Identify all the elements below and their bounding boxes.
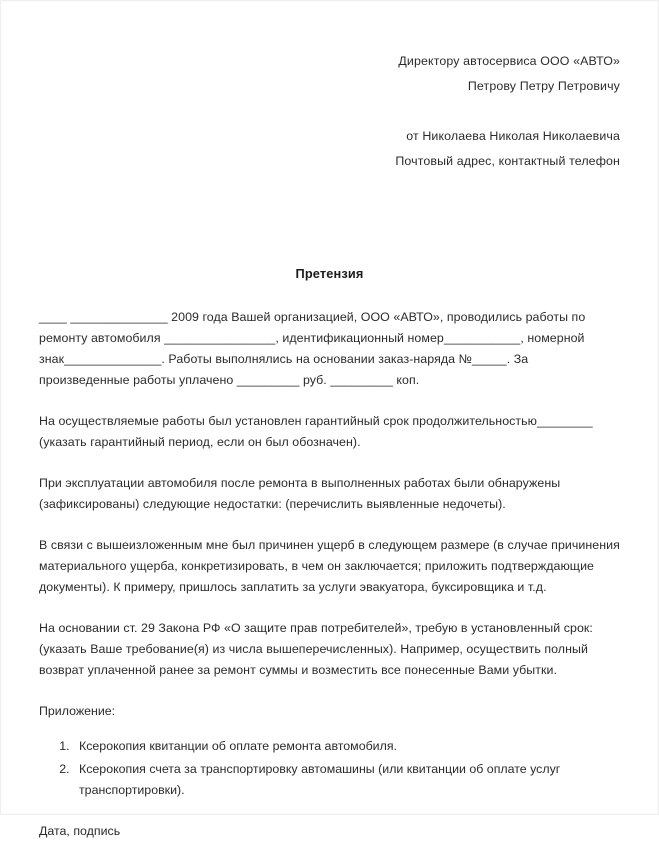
paragraph-defects-found: При эксплуатации автомобиля после ремонта в выполненных работах были обнаружены (зафиксированы) следующие недостатки: (перечислить выявленные недочеты). bbox=[39, 476, 561, 511]
paragraph-damages: В связи с вышеизложенным мне был причинен ущерб в следующем размере (в случае причинения материального ущерба, конкретизировать, в чем он заключается; приложить подтверждающие документы). К примеру, пришлось заплатить за услуги эвакуатора, буксировщика и т.д. bbox=[39, 538, 620, 594]
addressee-recipient bbox=[39, 49, 620, 99]
addressee-line-2: Петрову Петру Петровичу bbox=[467, 79, 620, 93]
attachments-list bbox=[39, 736, 620, 801]
addressee-line-3: от Николаева Николая Николаевича bbox=[406, 129, 620, 143]
document-content bbox=[39, 307, 620, 842]
paragraph-warranty-period: На осуществляемые работы был установлен гарантийный срок продолжительностью________ (указать гарантийный период, если он был обозначен). bbox=[39, 414, 593, 449]
addressee-sender bbox=[39, 124, 620, 174]
paragraph-repair-details: ____ ______________ 2009 года Вашей организацией, ООО «АВТО», проводились работы по ремонту автомобиля ________________, идентификационный номер___________, номерной знак______________. Работы выполнялись на основании заказ-наряда №_____. За произведенные работы уплачено _________ руб. _________ коп. bbox=[39, 310, 586, 387]
document-body bbox=[1, 1, 658, 838]
paragraph-legal-demand: На основании ст. 29 Закона РФ «О защите прав потребителей», требую в установленный срок: (указать Ваше требование(я) из числа вышеперечисленных). Например, осуществить полный возврат уплаченной ранее за ремонт суммы и возместить все понесенные Вами убытки. bbox=[39, 621, 593, 677]
attachments-label: Приложение: bbox=[39, 704, 116, 718]
signature-line: Дата, подпись bbox=[39, 824, 121, 838]
addressee-line-4: Почтовый адрес, контактный телефон bbox=[395, 154, 620, 168]
list-item: 1. Ксерокопия квитанции об оплате ремонта автомобиля. bbox=[73, 736, 620, 757]
list-item: 2. Ксерокопия счета за транспортировку автомашины (или квитанции об оплате услуг транспортировки). bbox=[73, 759, 620, 801]
addressee-line-1: Директору автосервиса ООО «АВТО» bbox=[398, 54, 620, 68]
page-title: Претензия bbox=[295, 266, 364, 281]
addressee-block bbox=[39, 1, 620, 174]
